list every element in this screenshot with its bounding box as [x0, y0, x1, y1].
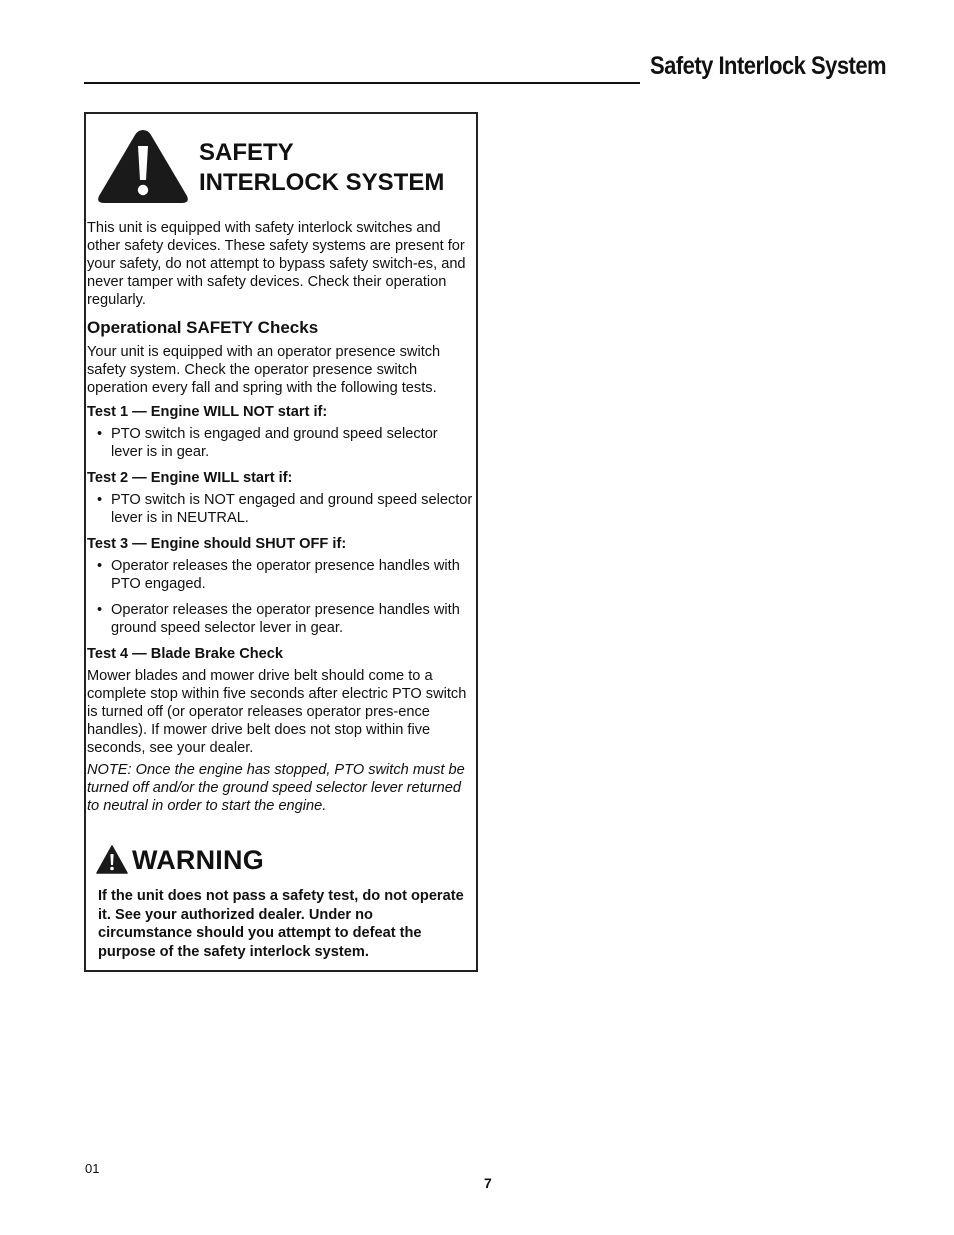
warning-small-icon [96, 845, 128, 875]
test-2-title: Test 2 — Engine WILL start if: [87, 470, 293, 486]
note-text: NOTE: Once the engine has stopped, PTO switch must be turned off and/or the ground speed selector lever returned to neutral in order to start the engine. [87, 762, 465, 814]
test-4-text: Mower blades and mower drive belt should come to a complete stop within five seconds after electric PTO switch is turned off (or operator releases operator pres-ence handles). If mower drive belt does not stop within five seconds, see your dealer. [87, 668, 467, 756]
intro-paragraph: This unit is equipped with safety interlock switches and other safety devices. These safety systems are present for your safety, do not attempt to bypass safety switch-es, and never tamper with safety devices. Check their operation regularly. [87, 220, 466, 308]
footer-code: 01 [85, 1161, 100, 1176]
header-rule [84, 82, 640, 84]
test-3-bullet-2: • Operator releases the operator presence handles with ground speed selector lever in gear. [87, 601, 473, 637]
page-title: Safety Interlock System [650, 52, 887, 80]
test-3-bullet-1: • Operator releases the operator presence handles with PTO engaged. [87, 557, 473, 593]
warning-label: WARNING [132, 844, 264, 875]
warning-triangle-icon [96, 126, 190, 206]
warning-text: If the unit does not pass a safety test, do not operate it. See your authorized dealer. Under no circumstance should you attempt to defeat the purpose of the safety interlock system. [98, 888, 464, 961]
box-heading-line1: SAFETY [199, 139, 294, 166]
section-intro: Your unit is equipped with an operator presence switch safety system. Check the operator presence switch operation every fall and spring with the following tests. [87, 344, 441, 396]
section-title: Operational SAFETY Checks [87, 318, 319, 337]
test-2-bullet-1: • PTO switch is NOT engaged and ground speed selector lever is in NEUTRAL. [87, 491, 473, 527]
box-content [87, 219, 473, 815]
box-heading [199, 138, 469, 198]
test-1-title: Test 1 — Engine WILL NOT start if: [87, 404, 328, 420]
test-3-title: Test 3 — Engine should SHUT OFF if: [87, 536, 347, 552]
page-number: 7 [484, 1175, 492, 1191]
box-heading-line2: INTERLOCK SYSTEM [199, 169, 445, 196]
test-1-bullet-1: • PTO switch is engaged and ground speed selector lever is in gear. [87, 425, 473, 461]
test-4-title: Test 4 — Blade Brake Check [87, 646, 284, 662]
warning-header [96, 842, 264, 878]
